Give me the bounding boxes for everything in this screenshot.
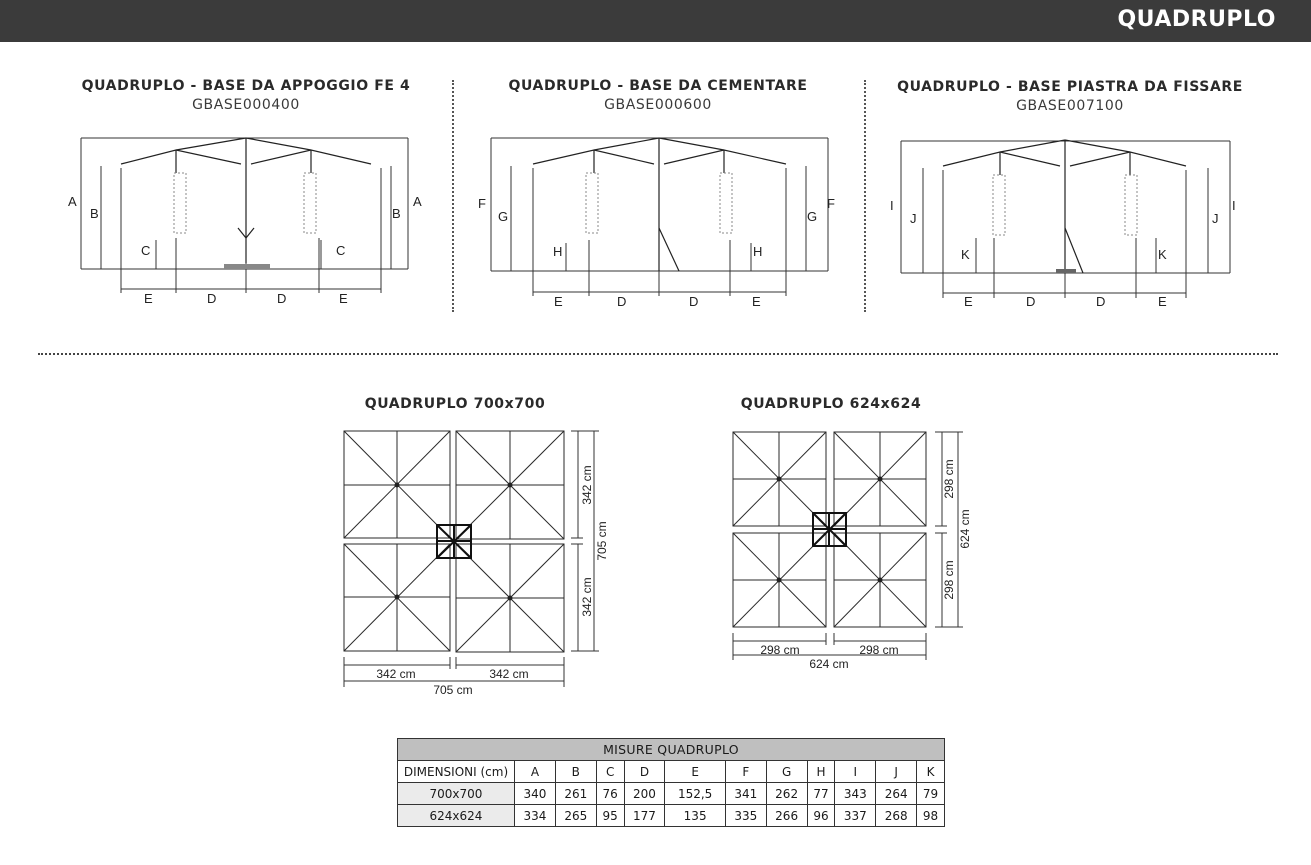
plan-title-624: QUADRUPLO 624x624 <box>740 396 922 412</box>
dim-label-mid-right: D <box>1096 294 1106 309</box>
table-cell: 264 <box>876 783 917 805</box>
plan-panel-width-right: 298 cm <box>859 643 899 657</box>
dim-label-side-left: E <box>554 294 563 309</box>
plan-panel-width-left: 342 cm <box>376 667 416 681</box>
table-header-cell: DIMENSIONI (cm) <box>398 761 515 783</box>
dim-label-low-right: C <box>336 243 346 258</box>
table-cell: 335 <box>725 805 766 827</box>
dim-label-mid-right: D <box>689 294 699 309</box>
table-cell: 261 <box>555 783 596 805</box>
plan-total-width: 624 cm <box>809 657 849 671</box>
dim-label-low-right: H <box>753 244 763 259</box>
section-title-plate: QUADRUPLO - BASE PIASTRA DA FISSARE <box>897 79 1243 95</box>
table-cell: 340 <box>515 783 556 805</box>
table-header-cell: C <box>596 761 624 783</box>
dim-label-inner-right: G <box>807 209 818 224</box>
table-cell: 95 <box>596 805 624 827</box>
dim-label-inner-left: J <box>910 211 917 226</box>
table-cell: 262 <box>766 783 807 805</box>
table-header-cell: F <box>725 761 766 783</box>
table-cell: 337 <box>835 805 876 827</box>
plan-drawing-700 <box>335 425 620 700</box>
table-caption: MISURE QUADRUPLO <box>398 739 945 761</box>
table-header-cell: B <box>555 761 596 783</box>
table-cell: 265 <box>555 805 596 827</box>
plan-panel-width-left: 298 cm <box>760 643 800 657</box>
measures-table <box>397 738 945 827</box>
table-row <box>398 805 945 827</box>
plan-total-height: 705 cm <box>595 521 609 561</box>
dim-label-side-left: E <box>144 291 153 306</box>
section-title-fe4: QUADRUPLO - BASE DA APPOGGIO FE 4 <box>81 78 411 94</box>
table-cell: 96 <box>807 805 835 827</box>
table-header-cell: J <box>876 761 917 783</box>
section-divider <box>452 80 454 312</box>
plan-title-700: QUADRUPLO 700x700 <box>364 396 546 412</box>
horizontal-divider <box>38 353 1278 355</box>
dim-label-side-left: E <box>964 294 973 309</box>
section-code-cement: GBASE000600 <box>604 97 712 113</box>
table-cell: 200 <box>624 783 665 805</box>
plan-panel-height-top: 298 cm <box>942 459 956 499</box>
table-header-cell: G <box>766 761 807 783</box>
table-row-label: 700x700 <box>398 783 515 805</box>
dim-label-inner-left: B <box>90 206 99 221</box>
table-header-cell: A <box>515 761 556 783</box>
dim-label-inner-right: B <box>392 206 401 221</box>
page-title: QUADRUPLO <box>1117 7 1276 32</box>
dim-label-outer-right: A <box>413 194 422 209</box>
dim-label-low-left: H <box>553 244 563 259</box>
plan-panel-width-right: 342 cm <box>489 667 529 681</box>
dim-label-inner-right: J <box>1212 211 1219 226</box>
section-code-fe4: GBASE000400 <box>192 97 300 113</box>
table-header-cell: E <box>665 761 725 783</box>
dim-label-inner-left: G <box>498 209 509 224</box>
dim-label-low-right: K <box>1158 247 1167 262</box>
plan-total-width: 705 cm <box>433 683 473 697</box>
dim-label-outer-left: F <box>478 196 486 211</box>
dim-label-outer-left: A <box>68 194 77 209</box>
plan-panel-height-top: 342 cm <box>580 465 594 505</box>
table-header-cell: D <box>624 761 665 783</box>
dim-label-outer-left: I <box>890 198 894 213</box>
table-cell: 79 <box>917 783 945 805</box>
table-header-row <box>398 761 945 783</box>
section-divider <box>864 80 866 312</box>
table-header-cell: I <box>835 761 876 783</box>
dim-label-side-right: E <box>1158 294 1167 309</box>
table-cell: 177 <box>624 805 665 827</box>
dim-label-mid-right: D <box>277 291 287 306</box>
dim-label-outer-right: I <box>1232 198 1236 213</box>
dim-label-mid-left: D <box>1026 294 1036 309</box>
section-code-plate: GBASE007100 <box>1016 98 1124 114</box>
dim-label-low-left: K <box>961 247 970 262</box>
dim-label-low-left: C <box>141 243 151 258</box>
plan-total-height: 624 cm <box>958 509 972 549</box>
section-title-cement: QUADRUPLO - BASE DA CEMENTARE <box>508 78 808 94</box>
table-cell: 76 <box>596 783 624 805</box>
table-cell: 268 <box>876 805 917 827</box>
table-header-cell: K <box>917 761 945 783</box>
dim-label-mid-left: D <box>617 294 627 309</box>
table-cell: 152,5 <box>665 783 725 805</box>
table-cell: 341 <box>725 783 766 805</box>
dim-label-outer-right: F <box>827 196 835 211</box>
plan-panel-height-bottom: 298 cm <box>942 560 956 600</box>
elevation-drawing-plate <box>888 128 1258 313</box>
table-cell: 135 <box>665 805 725 827</box>
table-cell: 77 <box>807 783 835 805</box>
table-cell: 343 <box>835 783 876 805</box>
plan-panel-height-bottom: 342 cm <box>580 577 594 617</box>
dim-label-side-right: E <box>339 291 348 306</box>
table-row-label: 624x624 <box>398 805 515 827</box>
table-cell: 266 <box>766 805 807 827</box>
dim-label-side-right: E <box>752 294 761 309</box>
elevation-drawing-cement <box>476 128 846 313</box>
table-row <box>398 783 945 805</box>
header-bar <box>0 0 1311 42</box>
table-cell: 334 <box>515 805 556 827</box>
table-cell: 98 <box>917 805 945 827</box>
elevation-drawing-fe4 <box>66 128 436 313</box>
table-header-cell: H <box>807 761 835 783</box>
plan-drawing-624 <box>724 425 989 675</box>
dim-label-mid-left: D <box>207 291 217 306</box>
